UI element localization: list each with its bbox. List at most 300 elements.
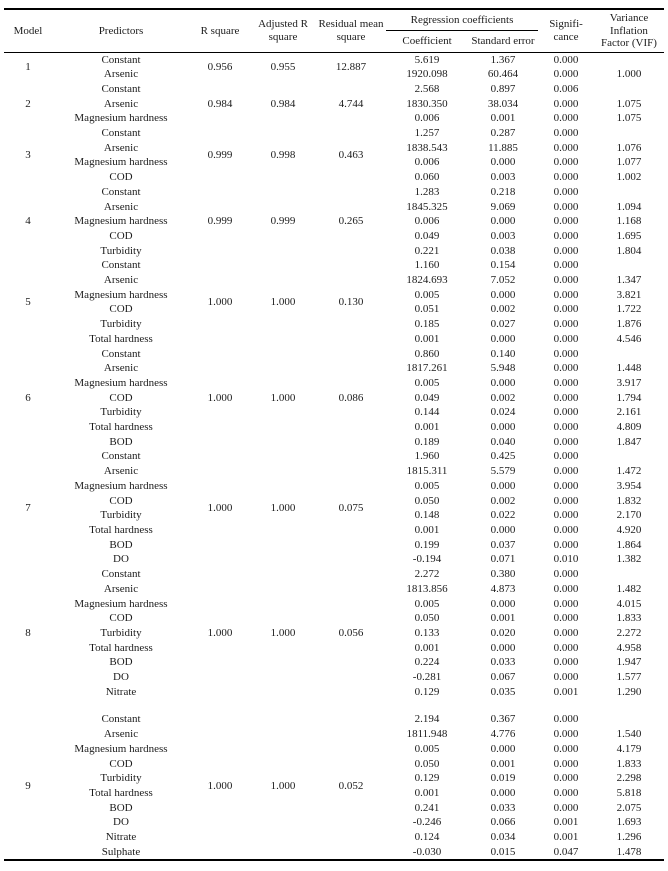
significance-cell: 0.000 xyxy=(553,406,579,419)
residual-mean-square-cell: 0.130 xyxy=(338,296,364,309)
standard-error-cell: 0.380 xyxy=(490,568,516,581)
standard-error-cell: 0.066 xyxy=(490,816,516,829)
column-header-significance: Signifi-cance xyxy=(538,9,594,52)
vif-cell xyxy=(594,347,664,362)
vif-cell: 3.821 xyxy=(616,288,642,301)
standard-error-cell: 0.000 xyxy=(490,421,516,434)
residual-mean-square-cell: 4.744 xyxy=(338,97,364,110)
significance-cell: 0.000 xyxy=(553,97,579,110)
model-number-cell: 2 xyxy=(25,97,31,110)
coefficient-cell: 0.185 xyxy=(414,318,440,331)
r-square-cell: 1.000 xyxy=(207,779,233,792)
significance-cell: 0.000 xyxy=(553,274,579,287)
predictor-cell: Total hardness xyxy=(89,641,153,654)
predictor-cell: Constant xyxy=(101,82,141,95)
significance-cell: 0.000 xyxy=(553,141,579,154)
vif-cell: 1.448 xyxy=(616,362,642,375)
significance-cell: 0.000 xyxy=(553,127,579,140)
table-row xyxy=(4,567,664,582)
coefficient-cell: 1.960 xyxy=(414,450,440,463)
coefficient-cell: 0.049 xyxy=(414,229,440,242)
coefficient-cell: 0.049 xyxy=(414,391,440,404)
standard-error-cell: 0.000 xyxy=(490,332,516,345)
coefficient-cell: 1824.693 xyxy=(406,274,448,287)
vif-cell: 1.693 xyxy=(616,816,642,829)
regression-results-table xyxy=(4,8,664,861)
adjusted-r-square-cell: 0.984 xyxy=(270,97,296,110)
column-header-adjusted-r-square: Adjusted R square xyxy=(250,9,316,52)
model-number-cell: 4 xyxy=(25,215,31,228)
standard-error-cell: 0.001 xyxy=(490,757,516,770)
coefficient-cell: 0.060 xyxy=(414,171,440,184)
standard-error-cell: 0.015 xyxy=(490,845,516,858)
coefficient-cell: 0.005 xyxy=(414,288,440,301)
significance-cell: 0.000 xyxy=(553,229,579,242)
significance-cell: 0.000 xyxy=(553,568,579,581)
predictor-cell: Arsenic xyxy=(103,200,139,213)
coefficient-cell: -0.281 xyxy=(412,671,442,684)
predictor-cell: Magnesium hardness xyxy=(74,479,168,492)
predictor-cell: Nitrate xyxy=(105,685,137,698)
standard-error-cell: 0.000 xyxy=(490,156,516,169)
predictor-cell: COD xyxy=(109,303,133,316)
standard-error-cell: 0.003 xyxy=(490,229,516,242)
coefficient-cell: 0.129 xyxy=(414,685,440,698)
significance-cell: 0.001 xyxy=(553,685,579,698)
predictor-cell: BOD xyxy=(109,801,133,814)
standard-error-cell: 0.000 xyxy=(490,215,516,228)
coefficient-cell: 0.001 xyxy=(414,524,440,536)
vif-cell xyxy=(594,126,664,141)
coefficient-cell: 0.189 xyxy=(414,435,440,448)
coefficient-cell: 0.050 xyxy=(414,757,440,770)
predictor-cell: COD xyxy=(109,171,133,184)
predictor-cell: Nitrate xyxy=(105,831,137,844)
vif-cell: 1.540 xyxy=(616,728,642,741)
significance-cell: 0.000 xyxy=(553,742,579,755)
coefficient-cell: 0.001 xyxy=(414,786,440,799)
standard-error-cell: 38.034 xyxy=(487,97,519,110)
vif-cell: 1.947 xyxy=(616,656,642,669)
standard-error-cell: 11.885 xyxy=(488,141,518,154)
standard-error-cell: 0.897 xyxy=(490,82,516,95)
significance-cell: 0.000 xyxy=(553,582,579,595)
significance-cell: 0.000 xyxy=(553,112,579,125)
standard-error-cell: 0.002 xyxy=(490,494,516,507)
column-header-regression-coefficients-group: Regression coefficients xyxy=(386,9,538,31)
column-header-residual-mean-square: Residual mean square xyxy=(316,9,386,52)
adjusted-r-square-cell: 0.999 xyxy=(270,215,296,228)
standard-error-cell: 0.000 xyxy=(490,597,516,610)
standard-error-cell: 5.948 xyxy=(490,362,516,375)
residual-mean-square-cell: 0.075 xyxy=(338,501,364,514)
predictor-cell: Magnesium hardness xyxy=(74,156,168,169)
significance-cell: 0.000 xyxy=(553,171,579,184)
standard-error-cell: 1.367 xyxy=(490,53,516,66)
coefficient-cell: 0.133 xyxy=(414,626,440,639)
coefficient-cell: 1.257 xyxy=(414,127,440,140)
standard-error-cell: 5.579 xyxy=(490,465,516,478)
coefficient-cell: 0.051 xyxy=(414,303,440,316)
vif-cell: 1.864 xyxy=(616,538,642,551)
predictor-cell: BOD xyxy=(109,538,133,551)
significance-cell: 0.000 xyxy=(553,259,579,272)
vif-cell: 2.075 xyxy=(616,801,642,814)
vif-cell xyxy=(594,185,664,200)
standard-error-cell: 0.154 xyxy=(490,259,516,272)
vif-cell: 2.298 xyxy=(616,772,642,785)
adjusted-r-square-cell: 1.000 xyxy=(270,296,296,309)
adjusted-r-square-cell: 0.998 xyxy=(270,149,296,162)
adjusted-r-square-cell: 1.000 xyxy=(270,391,296,404)
predictor-cell: Constant xyxy=(101,53,141,66)
standard-error-cell: 0.000 xyxy=(490,376,516,389)
predictor-cell: Magnesium hardness xyxy=(74,742,168,755)
standard-error-cell: 0.002 xyxy=(490,303,516,316)
model-number-cell: 1 xyxy=(25,60,31,73)
coefficient-cell: -0.246 xyxy=(412,816,442,829)
vif-cell: 1.075 xyxy=(616,97,642,110)
significance-cell: 0.000 xyxy=(553,612,579,625)
standard-error-cell: 0.140 xyxy=(490,347,516,360)
coefficient-cell: -0.030 xyxy=(412,845,442,858)
significance-cell: 0.001 xyxy=(553,816,579,829)
vif-cell: 4.920 xyxy=(616,524,642,536)
vif-cell: 1.168 xyxy=(616,215,642,228)
standard-error-cell: 60.464 xyxy=(487,68,519,81)
significance-cell: 0.000 xyxy=(553,465,579,478)
coefficient-cell: 1.283 xyxy=(414,185,440,198)
standard-error-cell: 0.022 xyxy=(490,509,516,522)
spacer-cell xyxy=(4,699,664,712)
predictor-cell: Arsenic xyxy=(103,97,139,110)
standard-error-cell: 0.218 xyxy=(490,185,516,198)
predictor-cell: Constant xyxy=(101,259,141,272)
vif-cell: 1.833 xyxy=(616,612,642,625)
significance-cell: 0.000 xyxy=(553,786,579,799)
predictor-cell: COD xyxy=(109,229,133,242)
coefficient-cell: 0.199 xyxy=(414,538,440,551)
coefficient-cell: 1920.098 xyxy=(406,68,448,81)
predictor-cell: Arsenic xyxy=(103,362,139,375)
r-square-cell: 1.000 xyxy=(207,296,233,309)
standard-error-cell: 7.052 xyxy=(490,274,516,287)
standard-error-cell: 0.037 xyxy=(490,538,516,551)
vif-cell xyxy=(594,712,664,727)
significance-cell: 0.000 xyxy=(553,288,579,301)
table-row xyxy=(4,347,664,362)
significance-cell: 0.000 xyxy=(553,421,579,434)
predictor-cell: COD xyxy=(109,757,133,770)
vif-cell: 1.794 xyxy=(616,391,642,404)
predictor-cell: Constant xyxy=(101,568,141,581)
standard-error-cell: 0.071 xyxy=(490,553,516,566)
vif-cell: 1.296 xyxy=(616,831,642,844)
significance-cell: 0.000 xyxy=(553,156,579,169)
significance-cell: 0.000 xyxy=(553,656,579,669)
coefficient-cell: 0.005 xyxy=(414,597,440,610)
standard-error-cell: 0.034 xyxy=(490,831,516,844)
coefficient-cell: 0.124 xyxy=(414,831,440,844)
standard-error-cell: 0.035 xyxy=(490,685,516,698)
model-number-cell: 6 xyxy=(25,391,31,404)
model-number-cell: 5 xyxy=(25,296,31,309)
coefficient-cell: 0.050 xyxy=(414,612,440,625)
predictor-cell: Turbidity xyxy=(100,626,142,639)
predictor-cell: BOD xyxy=(109,656,133,669)
adjusted-r-square-cell: 0.955 xyxy=(270,60,296,73)
significance-cell: 0.000 xyxy=(553,391,579,404)
coefficient-cell: 1830.350 xyxy=(406,97,448,110)
predictor-cell: Magnesium hardness xyxy=(74,288,168,301)
predictor-cell: COD xyxy=(109,391,133,404)
coefficient-cell: 0.005 xyxy=(414,742,440,755)
vif-cell: 1.876 xyxy=(616,318,642,331)
vif-cell: 1.478 xyxy=(616,845,642,858)
standard-error-cell: 0.000 xyxy=(490,786,516,799)
r-square-cell: 1.000 xyxy=(207,501,233,514)
coefficient-cell: 0.006 xyxy=(414,215,440,228)
vif-cell: 1.804 xyxy=(616,244,642,257)
standard-error-cell: 0.000 xyxy=(490,288,516,301)
standard-error-cell: 4.873 xyxy=(490,582,516,595)
standard-error-cell: 0.287 xyxy=(490,127,516,140)
vif-cell: 4.546 xyxy=(616,332,642,345)
table-spacer-row xyxy=(4,699,664,712)
vif-cell: 1.076 xyxy=(616,141,642,154)
standard-error-cell: 0.000 xyxy=(490,524,516,536)
model-number-cell: 3 xyxy=(25,149,31,162)
predictor-cell: Arsenic xyxy=(103,141,139,154)
standard-error-cell: 0.001 xyxy=(490,112,516,125)
coefficient-cell: 2.568 xyxy=(414,82,440,95)
standard-error-cell: 0.003 xyxy=(490,171,516,184)
vif-cell xyxy=(594,52,664,67)
column-header-standard-error: Standard error xyxy=(468,31,538,52)
table-row xyxy=(4,258,664,273)
table-row xyxy=(4,185,664,200)
table-body xyxy=(4,52,664,860)
adjusted-r-square-cell: 1.000 xyxy=(270,626,296,639)
vif-cell: 1.290 xyxy=(616,685,642,698)
r-square-cell: 1.000 xyxy=(207,626,233,639)
predictor-cell: Turbidity xyxy=(100,772,142,785)
significance-cell: 0.000 xyxy=(553,757,579,770)
coefficient-cell: 0.144 xyxy=(414,406,440,419)
predictor-cell: Arsenic xyxy=(103,582,139,595)
predictor-cell: Constant xyxy=(101,450,141,463)
standard-error-cell: 0.033 xyxy=(490,801,516,814)
vif-cell: 3.917 xyxy=(616,376,642,389)
coefficient-cell: 1813.856 xyxy=(406,582,448,595)
significance-cell: 0.047 xyxy=(553,845,579,858)
predictor-cell: Constant xyxy=(101,713,141,726)
r-square-cell: 0.999 xyxy=(207,215,233,228)
column-header-model: Model xyxy=(4,9,52,52)
coefficient-cell: 2.272 xyxy=(414,568,440,581)
vif-cell: 1.347 xyxy=(616,274,642,287)
significance-cell: 0.006 xyxy=(553,82,579,95)
adjusted-r-square-cell: 1.000 xyxy=(270,779,296,792)
coefficient-cell: 1.160 xyxy=(414,259,440,272)
significance-cell: 0.000 xyxy=(553,728,579,741)
coefficient-cell: 1845.325 xyxy=(406,200,448,213)
r-square-cell: 0.984 xyxy=(207,97,233,110)
standard-error-cell: 0.038 xyxy=(490,244,516,257)
residual-mean-square-cell: 0.056 xyxy=(338,626,364,639)
vif-cell: 1.094 xyxy=(616,200,642,213)
predictor-cell: Total hardness xyxy=(89,524,153,536)
standard-error-cell: 0.067 xyxy=(490,671,516,684)
r-square-cell: 1.000 xyxy=(207,391,233,404)
vif-cell: 3.954 xyxy=(616,479,642,492)
model-number-cell: 8 xyxy=(25,626,31,639)
significance-cell: 0.000 xyxy=(553,332,579,345)
coefficient-cell: 0.005 xyxy=(414,376,440,389)
standard-error-cell: 0.024 xyxy=(490,406,516,419)
standard-error-cell: 0.367 xyxy=(490,713,516,726)
column-header-r-square: R square xyxy=(190,9,250,52)
predictor-cell: Turbidity xyxy=(100,244,142,257)
predictor-cell: DO xyxy=(113,671,129,684)
predictor-cell: Magnesium hardness xyxy=(74,112,168,125)
significance-cell: 0.000 xyxy=(553,801,579,814)
coefficient-cell: 0.006 xyxy=(414,156,440,169)
standard-error-cell: 0.000 xyxy=(490,641,516,654)
coefficient-cell: 2.194 xyxy=(414,713,440,726)
significance-cell: 0.000 xyxy=(553,671,579,684)
significance-cell: 0.000 xyxy=(553,53,579,66)
residual-mean-square-cell: 0.463 xyxy=(338,149,364,162)
table-header-row-1 xyxy=(4,9,664,31)
coefficient-cell: 0.001 xyxy=(414,421,440,434)
predictor-cell: Constant xyxy=(101,127,141,140)
table-row xyxy=(4,82,664,97)
vif-cell xyxy=(594,258,664,273)
standard-error-cell: 0.000 xyxy=(490,479,516,492)
significance-cell: 0.000 xyxy=(553,215,579,228)
predictor-cell: Turbidity xyxy=(100,318,142,331)
significance-cell: 0.000 xyxy=(553,538,579,551)
predictor-cell: DO xyxy=(113,816,129,829)
vif-cell: 1.482 xyxy=(616,582,642,595)
significance-cell: 0.000 xyxy=(553,318,579,331)
coefficient-cell: 1838.543 xyxy=(406,141,448,154)
adjusted-r-square-cell: 1.000 xyxy=(270,501,296,514)
vif-cell: 1.002 xyxy=(616,171,642,184)
predictor-cell: Constant xyxy=(101,185,141,198)
significance-cell: 0.000 xyxy=(553,494,579,507)
model-number-cell: 7 xyxy=(25,501,31,514)
coefficient-cell: 0.148 xyxy=(414,509,440,522)
coefficient-cell: 0.129 xyxy=(414,772,440,785)
significance-cell: 0.000 xyxy=(553,435,579,448)
standard-error-cell: 0.019 xyxy=(490,772,516,785)
residual-mean-square-cell: 12.887 xyxy=(335,60,367,73)
vif-cell: 1.577 xyxy=(616,671,642,684)
predictor-cell: Constant xyxy=(101,347,141,360)
predictor-cell: COD xyxy=(109,612,133,625)
vif-cell xyxy=(594,567,664,582)
table-header xyxy=(4,9,664,52)
significance-cell: 0.000 xyxy=(553,244,579,257)
standard-error-cell: 0.002 xyxy=(490,391,516,404)
coefficient-cell: 0.006 xyxy=(414,112,440,125)
coefficient-cell: 0.860 xyxy=(414,347,440,360)
vif-cell: 4.179 xyxy=(616,742,642,755)
vif-cell: 4.809 xyxy=(616,421,642,434)
vif-cell: 1.000 xyxy=(616,68,642,81)
standard-error-cell: 0.040 xyxy=(490,435,516,448)
significance-cell: 0.000 xyxy=(553,597,579,610)
predictor-cell: Turbidity xyxy=(100,509,142,522)
predictor-cell: Magnesium hardness xyxy=(74,215,168,228)
column-header-vif: Variance Inflation Factor (VIF) xyxy=(594,9,664,52)
predictor-cell: COD xyxy=(109,494,133,507)
significance-cell: 0.000 xyxy=(553,524,579,536)
table-row xyxy=(4,712,664,727)
coefficient-cell: 0.224 xyxy=(414,656,440,669)
residual-mean-square-cell: 0.052 xyxy=(338,779,364,792)
standard-error-cell: 0.033 xyxy=(490,656,516,669)
standard-error-cell: 0.000 xyxy=(490,742,516,755)
significance-cell: 0.010 xyxy=(553,553,579,566)
significance-cell: 0.000 xyxy=(553,185,579,198)
vif-cell: 2.272 xyxy=(616,626,642,639)
significance-cell: 0.000 xyxy=(553,772,579,785)
coefficient-cell: 5.619 xyxy=(414,53,440,66)
column-header-coefficient: Coefficient xyxy=(386,31,468,52)
predictor-cell: Total hardness xyxy=(89,421,153,434)
table-row xyxy=(4,449,664,464)
vif-cell: 1.472 xyxy=(616,465,642,478)
significance-cell: 0.001 xyxy=(553,831,579,844)
vif-cell: 1.832 xyxy=(616,494,642,507)
residual-mean-square-cell: 0.086 xyxy=(338,391,364,404)
significance-cell: 0.000 xyxy=(553,200,579,213)
standard-error-cell: 0.020 xyxy=(490,626,516,639)
coefficient-cell: 0.221 xyxy=(414,244,440,257)
coefficient-cell: 1811.948 xyxy=(406,728,448,741)
vif-cell: 2.170 xyxy=(616,509,642,522)
significance-cell: 0.000 xyxy=(553,303,579,316)
vif-cell: 5.818 xyxy=(616,786,642,799)
vif-cell: 1.722 xyxy=(616,303,642,316)
model-number-cell: 9 xyxy=(25,779,31,792)
coefficient-cell: 0.005 xyxy=(414,479,440,492)
significance-cell: 0.000 xyxy=(553,713,579,726)
predictor-cell: Arsenic xyxy=(103,728,139,741)
predictor-cell: Magnesium hardness xyxy=(74,597,168,610)
predictor-cell: Arsenic xyxy=(103,274,139,287)
coefficient-cell: 0.001 xyxy=(414,332,440,345)
column-header-predictors: Predictors xyxy=(52,9,190,52)
standard-error-cell: 0.027 xyxy=(490,318,516,331)
coefficient-cell: 1815.311 xyxy=(406,465,448,478)
residual-mean-square-cell: 0.265 xyxy=(338,215,364,228)
predictor-cell: Turbidity xyxy=(100,406,142,419)
vif-cell: 1.695 xyxy=(616,229,642,242)
predictor-cell: Sulphate xyxy=(101,845,141,858)
predictor-cell: Total hardness xyxy=(89,786,153,799)
significance-cell: 0.000 xyxy=(553,376,579,389)
vif-cell: 1.077 xyxy=(616,156,642,169)
vif-cell xyxy=(594,449,664,464)
vif-cell: 4.015 xyxy=(616,597,642,610)
coefficient-cell: 0.001 xyxy=(414,641,440,654)
standard-error-cell: 0.425 xyxy=(490,450,516,463)
r-square-cell: 0.999 xyxy=(207,149,233,162)
